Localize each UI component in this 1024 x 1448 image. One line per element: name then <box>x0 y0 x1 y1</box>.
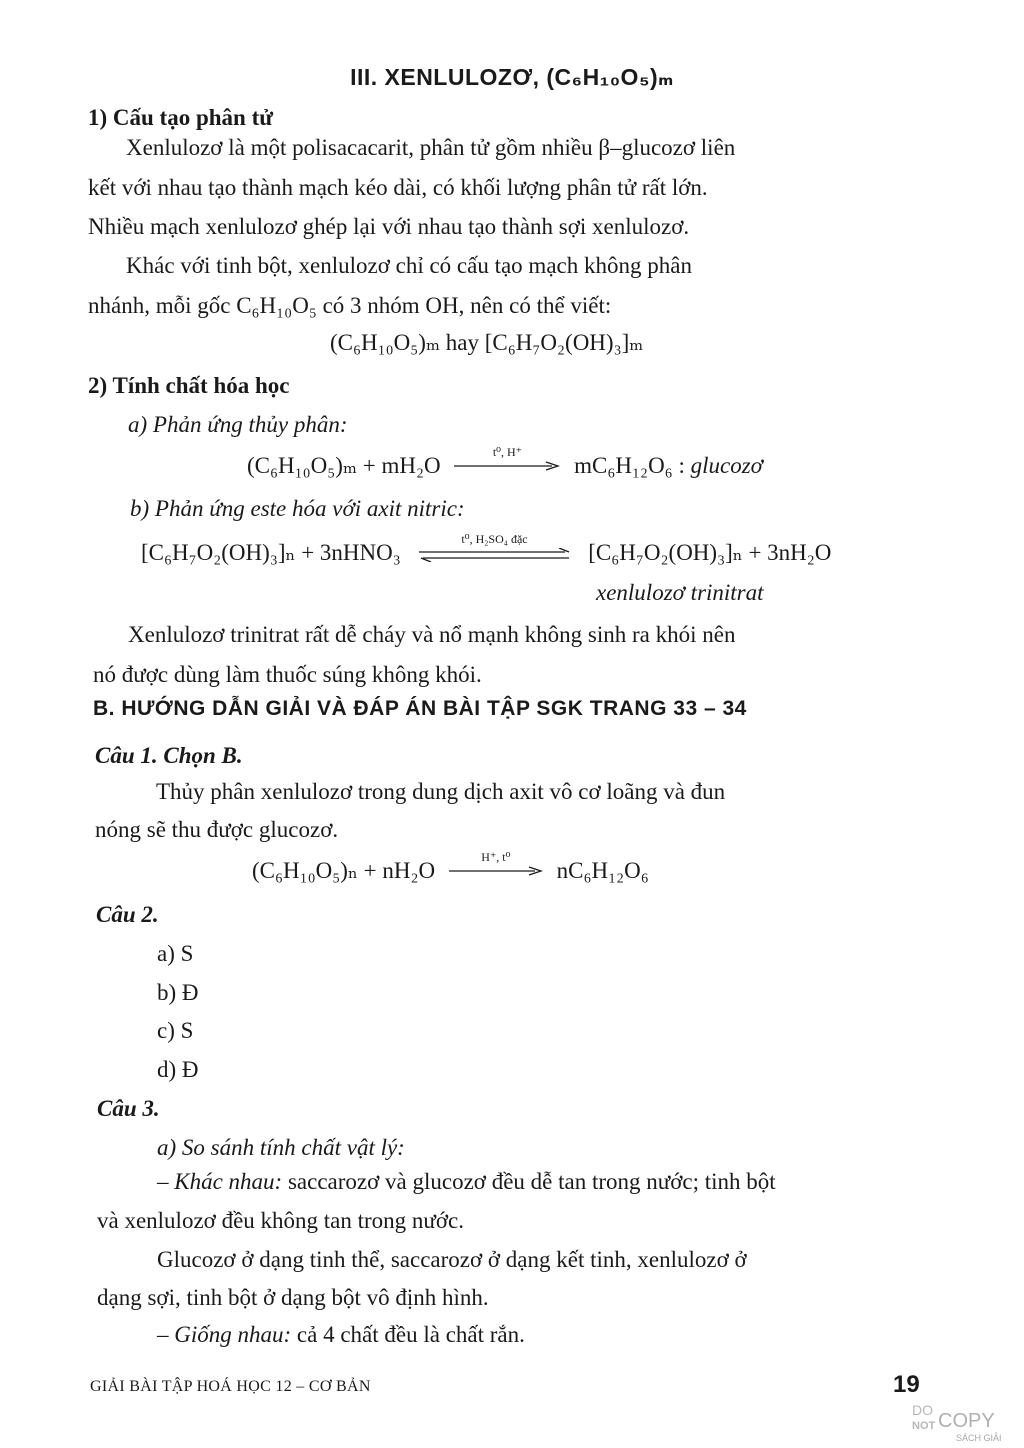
paragraph-line: Xenlulozơ là một polisacacarit, phân tử gồm nhiều β–glucozơ liên <box>126 135 736 160</box>
reaction-arrow <box>449 850 543 886</box>
page-number: 19 <box>893 1371 920 1398</box>
product-name: glucozơ <box>690 453 763 478</box>
reactants: (C₆H₁₀O₅)ₘ + mH₂O <box>247 453 441 478</box>
paragraph-line: Thủy phân xenlulozơ trong dung dịch axit vô cơ loãng và đun <box>156 779 726 804</box>
watermark-not: NOT <box>912 1420 936 1432</box>
subheading-physical-properties: a) So sánh tính chất vật lý: <box>157 1135 405 1160</box>
heading-chemical-properties: 2) Tính chất hóa học <box>88 373 290 398</box>
question-1-title: Câu 1. Chọn B. <box>95 743 243 768</box>
answer-item: a) S <box>157 941 194 966</box>
equation-esterification <box>141 532 832 568</box>
products: nC₆H₁₂O₆ <box>556 858 649 883</box>
paragraph-line: dạng sợi, tinh bột ở dạng bột vô định hình. <box>97 1285 489 1310</box>
answer-item: d) Đ <box>157 1057 199 1082</box>
products: [C₆H₇O₂(OH)₃]ₙ + 3nH₂O <box>588 540 832 565</box>
paragraph-line: Glucozơ ở dạng tinh thể, saccarozơ ở dạng kết tinh, xenlulozơ ở <box>157 1247 747 1272</box>
paragraph-line: nóng sẽ thu được glucozơ. <box>95 817 339 842</box>
watermark-copy: COPY <box>938 1410 995 1432</box>
reaction-condition: t⁰, H₂SO₄ đặc <box>461 532 528 546</box>
section-title: III. XENLULOZƠ, (C₆H₁₀O₅)ₘ <box>350 64 674 90</box>
reaction-condition: H⁺, t⁰ <box>481 850 511 864</box>
reactants: [C₆H₇O₂(OH)₃]ₙ + 3nHNO₃ <box>141 540 401 565</box>
equation-hydrolysis <box>247 445 763 481</box>
equation-hydrolysis-answer <box>252 850 649 886</box>
label-similarities: – Giống nhau: <box>157 1322 292 1347</box>
equilibrium-arrow <box>419 532 571 568</box>
watermark-do: DO <box>912 1402 933 1418</box>
paragraph-line: Xenlulozơ trinitrat rất dễ cháy và nổ mạnh không sinh ra khói nên <box>128 622 736 647</box>
reactants: (C₆H₁₀O₅)ₙ + nH₂O <box>252 858 436 883</box>
label-differences: – Khác nhau: <box>157 1169 283 1194</box>
subheading-esterification: b) Phản ứng este hóa với axit nitric: <box>130 496 465 521</box>
product-name: xenlulozơ trinitrat <box>596 580 764 605</box>
paragraph-line: nhánh, mỗi gốc C₆H₁₀O₅ có 3 nhóm OH, nên có thể viết: <box>88 293 612 318</box>
paragraph-line: – Khác nhau: saccarozơ và glucozơ đều dễ tan trong nước; tinh bột <box>157 1169 776 1194</box>
question-2-title: Câu 2. <box>96 902 159 927</box>
watermark-brand: SÁCH GIẢI <box>956 1433 1002 1443</box>
footer-book-title: GIẢI BÀI TẬP HOÁ HỌC 12 – CƠ BẢN <box>90 1378 371 1395</box>
answer-item: c) S <box>157 1018 194 1043</box>
reaction-arrow <box>454 445 560 481</box>
paragraph-line: và xenlulozơ đều không tan trong nước. <box>97 1208 465 1233</box>
answer-item: b) Đ <box>157 980 199 1005</box>
formula-cellulose: (C₆H₁₀O₅)ₘ hay [C₆H₇O₂(OH)₃]ₘ <box>330 330 644 355</box>
paragraph-line: kết với nhau tạo thành mạch kéo dài, có khối lượng phân tử rất lớn. <box>88 175 708 200</box>
paragraph-line: nó được dùng làm thuốc súng không khói. <box>93 662 482 687</box>
paragraph-line: Nhiều mạch xenlulozơ ghép lại với nhau tạo thành sợi xenlulozơ. <box>88 214 690 239</box>
watermark-logo <box>912 1399 1016 1443</box>
paragraph-line: – Giống nhau: cả 4 chất đều là chất rắn. <box>157 1322 525 1347</box>
question-3-title: Câu 3. <box>97 1096 160 1121</box>
reaction-condition: t⁰, H⁺ <box>492 445 522 459</box>
heading-structure: 1) Cấu tạo phân tử <box>88 105 274 130</box>
section-b-title: B. HƯỚNG DẪN GIẢI VÀ ĐÁP ÁN BÀI TẬP SGK TRANG 33 – 34 <box>93 697 747 720</box>
paragraph-line: Khác với tinh bột, xenlulozơ chỉ có cấu tạo mạch không phân <box>126 253 692 278</box>
products: mC₆H₁₂O₆ : <box>574 453 685 478</box>
subheading-hydrolysis: a) Phản ứng thủy phân: <box>128 412 348 437</box>
